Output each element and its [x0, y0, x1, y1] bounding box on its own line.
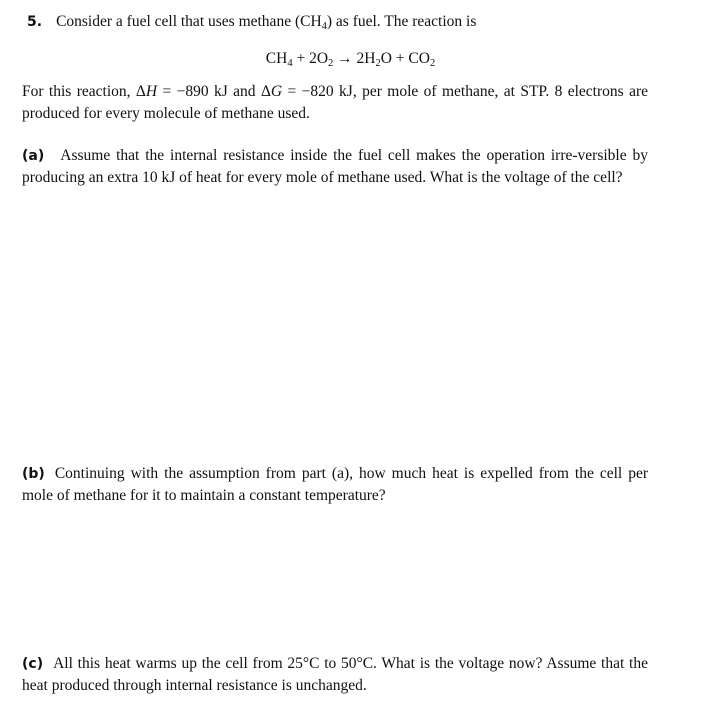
question-part-a	[22, 145, 648, 189]
equation-ch-subscript: 4	[287, 58, 293, 69]
equation-co2-subscript: 2	[429, 58, 436, 69]
problem-intro-subscript: 4	[321, 21, 327, 32]
equation-ch: CH	[265, 50, 288, 67]
gibbs-variable: G	[270, 83, 283, 100]
part-a-label: (a)	[22, 148, 45, 164]
part-c-text: All this heat warms up the cell from 25°C to 50°C. What is the voltage now? Assume that the heat produced through internal resistance is unchanged.	[22, 655, 648, 694]
question-part-b	[22, 463, 648, 507]
problem-intro-end: ) as fuel. The reaction is	[326, 13, 477, 30]
equation-arrow-h: → 2H	[333, 50, 376, 67]
equation-plus-o: + 2O	[292, 50, 329, 67]
equation-h2-subscript: 2	[375, 58, 381, 69]
given-part-1: For this reaction, Δ	[22, 83, 146, 100]
problem-number: 5.	[27, 14, 43, 30]
problem-statement	[27, 11, 677, 33]
question-part-c	[22, 653, 648, 697]
given-part-3: = −820 kJ, per mole of methane, at STP. 8 electrons are produced for every molecule of methane used.	[22, 83, 648, 122]
given-values-paragraph	[22, 81, 648, 125]
part-b-text: Continuing with the assumption from part (a), how much heat is expelled from the cell per mole of methane for it to maintain a constant temperature?	[22, 465, 648, 504]
equation-mid: O + CO	[380, 50, 430, 67]
part-c-label: (c)	[22, 656, 44, 672]
problem-intro: Consider a fuel cell that uses methane (CH	[56, 13, 322, 30]
reaction-equation	[0, 48, 701, 70]
given-part-2: = −890 kJ and Δ	[157, 83, 271, 100]
part-b-label: (b)	[22, 466, 45, 482]
part-a-text: Assume that the internal resistance inside the fuel cell makes the operation irre-versible by producing an extra 10 kJ of heat for every mole of methane used. What is the voltage of the cell?	[22, 147, 648, 186]
equation-o2-subscript: 2	[328, 58, 334, 69]
enthalpy-variable: H	[145, 83, 158, 100]
